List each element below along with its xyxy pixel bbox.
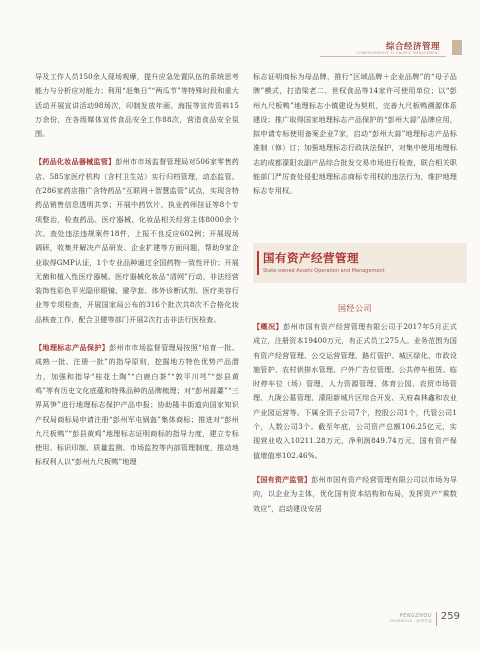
entry-text: 彭州市市场监督管理局按照“培育一批、成熟一批、注册一批”的指导原则，挖掘地方特色优势产品潜力，加强和指导“桂花土陶”“白鹿白茶”“敦平川芎”“彭县黄鸡”等有历史文化底蕴和特殊品种的品牌梳理；对“彭州蒜薹”“三界莴笋”进行地理标志保护产品申报；协助隆丰街道向国家知识产权局商标局申请注册“彭州军屯锅盔”集体商标；推进对“彭州九尺板鸭”“彭县黄鸡”地理标志证明商标的指导力度，建立专标使用、标识印制、质量监测、市场监控等内部管理制度，推动地标权利人以“彭州九尺板鸭”地理 xyxy=(35,343,239,467)
entry-tag: 【国有资产监管】 xyxy=(253,474,312,484)
header-rule xyxy=(320,56,446,57)
paragraph-overview xyxy=(253,320,457,463)
paragraph-food-safety-cont: 导及工作人员150余人现场观摩，提升应急处置队伍的系统思考能力与分析应对能力；利用“赶集日”“两瓜节”等特殊时段和重大活动开展宣讲活动98场次，印制发放年画、海报等宣传资料15万余份，在各级媒体宣传食品安全工作88次，营造食品安全氛围。 xyxy=(35,72,239,139)
paragraph-geo-indication xyxy=(35,341,239,470)
running-subtitle: COMPREHENSIVE ECONOMIC MANAGEMENT xyxy=(356,51,440,55)
section-subtitle: State-owned Assets Operation and Management xyxy=(263,268,385,274)
footer-brand xyxy=(390,614,432,624)
entry-text: 彭州市国有资产经营管理有限公司以市场为导向，以企业为主体，优化国有资本结构和布局，发挥资产“乘数效应”，启动建设安居 xyxy=(253,474,457,513)
paragraph-geo-indication-cont: 标志证明商标为母品牌，推行“区域品牌＋企业品牌”的“母子品牌”模式，打造梁老二、世权食品等14家许可使用单位；以“彭州九尺板鸭”地理标志小镇建设为契机，完善九尺板鸭溯源体系建设；推广取得国家地理标志产品保护的“彭州大蒜”品牌应用，拟申请专标使用备案企业7家，启动“彭州大蒜”地理标志产品标准制（修）订；加强地理标志行政执法保护，对集中使用地理标志的成都濛阳农副产品综合批发交易市场进行检查，联合相关职能部门严厉查处侵犯地理标志商标专用权的违法行为，维护地理标志专用权。 xyxy=(253,72,457,196)
entry-tag: 【地理标志产品保护】 xyxy=(35,343,110,353)
right-column xyxy=(253,70,457,199)
footer-brand-sub: YEARBOOK · 彭州年鉴 xyxy=(389,619,432,623)
entry-text: 彭州市国有资产经营管理有限公司于2017年5月正式成立，注册资本19400万元，有正式员工275人。业务范围为国有资产经营管理、公交运营管理、路灯管护、城区绿化、市政设施管护、农村供排水管理、户外广告位管理、公共停车租赁、临时停车位（场）管理，人力资源管理、体育公园、农贸市场管理、九陇公墓管理、濛阳新城片区综合开发、天府森林鑫和农业产业园运营等。下属全资子公司7个，控股公司1个，代管公司1个，人数公司3个。截至年底，公司资产总额106.25亿元，实现营业收入10211.28万元，净利润849.74万元，国有资产保值增值率102.46%。 xyxy=(253,322,457,460)
entry-tag: 【药品化妆品器械监管】 xyxy=(35,157,116,167)
left-column xyxy=(35,70,239,470)
header-tab-marker xyxy=(452,40,462,55)
footer-brand-name: PENGZHOU xyxy=(399,614,432,619)
entry-text: 彭州市市场监督管理局对506家零售药店、585家医疗机构（含村卫生站）实行归档管理，动态监管。在286家药店推广含特药品“互联网＋智慧监管”试点，实现含特药品销售信息透明共享；开展中药饮片、执业药师挂证等8个专项整治，检查药品、医疗器械、化妆品相关经营主体8000余个次。查处违法违规案件18件，上报不良反应602例；开展现场调研，收集并解决产品研发、企业扩建等方面问题，帮助9家企业取得GMP认证，1个专业品种通过全国药物一致性评价；开展无菌和植入性医疗器械、医疗器械化妆品“清网”行动、非法经营装饰性彩色平光隐形眼镜、避孕套、体外诊断试剂、医疗美容行业等专项检查，开展国家局公布的316个批次共8次不合格化妆品核查工作，配合卫健等部门开展2次打击非法行医检查。 xyxy=(35,157,239,324)
page-number: 259 xyxy=(440,611,460,622)
right-column-lower xyxy=(253,320,457,516)
footer-separator xyxy=(436,612,437,626)
page-header xyxy=(0,0,480,62)
section-banner xyxy=(253,243,467,283)
section-title: 国有资产经营管理 xyxy=(263,251,359,265)
entry-tag: 【概况】 xyxy=(253,322,284,331)
running-title: 综合经济管理 xyxy=(385,42,440,52)
paragraph-drug-supervision xyxy=(35,155,239,327)
company-heading: 国经公司 xyxy=(338,304,372,313)
section-accent-bar xyxy=(257,251,259,275)
paragraph-asset-supervision xyxy=(253,473,457,516)
